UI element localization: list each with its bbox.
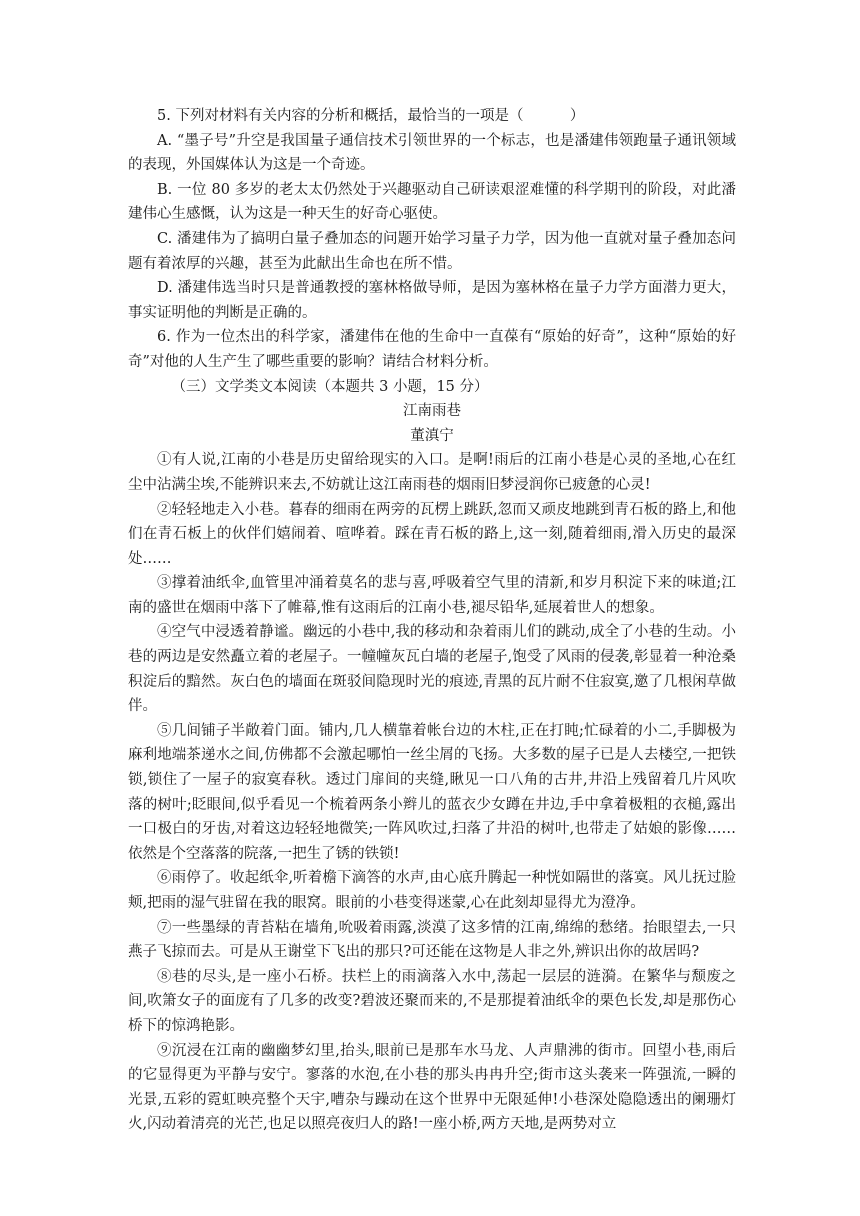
question-5-option-b: B. 一位 80 多岁的老太太仍然处于兴趣驱动自己研读艰涩难懂的科学期刊的阶段，对此潘建伟心生感慨，认为这是一种天生的好奇心驱使。: [128, 181, 736, 223]
article-paragraph-8: ⑧巷的尽头,是一座小石桥。扶栏上的雨滴落入水中,荡起一层层的涟漪。在繁华与颓废之间,吹箫女子的面庞有了几多的改变?碧波还聚而来的,不是那提着油纸伞的栗色长发,却是那伤心桥下的惊鸿艳影。: [128, 968, 736, 1034]
question-5-option-d: D. 潘建伟选当时只是普通教授的塞林格做导师，是因为塞林格在量子力学方面潜力更大，事实证明他的判断是正确的。: [128, 280, 736, 321]
article-paragraph-9: ⑨沉浸在江南的幽幽梦幻里,抬头,眼前已是那车水马龙、人声鼎沸的街市。回望小巷,雨后的它显得更为平静与安宁。寥落的水泡,在小巷的那头冉冉升空;街市这头袭来一阵强流,一瞬的光景,五彩的霓虹映亮整个天宇,嘈杂与躁动在这个世界中无限延伸!小巷深处隐隐透出的阑珊灯火,闪动着清亮的光芒,也足以照亮夜归人的路!一座小桥,两方天地,是两势对立: [128, 1042, 736, 1133]
article-paragraph-5: ⑤几间铺子半敞着门面。铺内,几人横靠着帐台边的木柱,正在打盹;忙碌着的小二,手脚极为麻利地端茶递水之间,仿佛都不会激起哪怕一丝尘屑的飞扬。大多数的屋子已是人去楼空,一把铁锁,锁住了一屋子的寂寞春秋。透过门扉间的夹缝,瞅见一口八角的古井,井沿上残留着几片风吹落的树叶;眨眼间,似乎看见一个梳着两条小辫儿的蓝衣少女蹲在井边,手中拿着极粗的衣槌,露出一口极白的牙齿,对着这边轻轻地微笑;一阵风吹过,扫落了井沿的树叶,也带走了姑娘的影像……依然是个空落落的院落,一把生了锈的铁锁!: [128, 722, 736, 862]
question-5-option-a: A. “墨子号”升空是我国量子通信技术引领世界的一个标志，也是潘建伟领跑量子通讯领域的表现，外国媒体认为这是一个奇迹。: [128, 132, 736, 174]
question-6: 6. 作为一位杰出的科学家，潘建伟在他的生命中一直葆有“原始的好奇”，这种“原始的好奇”对他的人生产生了哪些重要的影响？请结合材料分析。: [128, 329, 736, 370]
article-title: 江南雨巷: [403, 403, 461, 420]
article-paragraph-6: ⑥雨停了。收起纸伞,听着檐下滴答的水声,由心底升腾起一种恍如隔世的落寞。风儿抚过脸颊,把雨的湿气驻留在我的眼窝。眼前的小巷变得迷蒙,心在此刻却显得尤为澄净。: [128, 870, 736, 911]
article-paragraph-1: ①有人说,江南的小巷是历史留给现实的入口。是啊!雨后的江南小巷是心灵的圣地,心在红尘中沾满尘埃,不能辨识来去,不妨就让这江南雨巷的烟雨旧梦浸润你已疲惫的心灵!: [128, 452, 736, 493]
question-5-stem-end: ）: [569, 108, 585, 124]
article-paragraph-3: ③撑着油纸伞,血管里冲涌着莫名的悲与喜,呼吸着空气里的清新,和岁月积淀下来的味道;江南的盛世在烟雨中落下了帷幕,惟有这雨后的江南小巷,褪尽铅华,延展着世人的想象。: [128, 575, 736, 616]
article-paragraph-4: ④空气中浸透着静谧。幽远的小巷中,我的移动和杂着雨儿们的跳动,成全了小巷的生动。小巷的两边是安然矗立着的老屋子。一幢幢灰瓦白墙的老屋子,饱受了风雨的侵袭,彰显着一种沧桑积淀后的黯然。灰白色的墙面在斑驳间隐现时光的痕迹,青黑的瓦片耐不住寂寞,邀了几根闲草做伴。: [128, 624, 736, 715]
question-5-stem-text: 5. 下列对材料有关内容的分析和概括，最恰当的一项是（: [157, 108, 524, 124]
article-paragraph-7: ⑦一些墨绿的青苔粘在墙角,吮吸着雨露,淡漠了这多情的江南,绵绵的愁绪。抬眼望去,一只燕子飞掠而去。可是从王谢堂下飞出的那只?可还能在这物是人非之外,辨识出你的故居吗?: [128, 919, 736, 961]
question-5-stem: [128, 104, 736, 129]
article-author: 董滇宁: [410, 427, 454, 444]
article-paragraph-2: ②轻轻地走入小巷。暮春的细雨在两旁的瓦楞上跳跃,忽而又顽皮地跳到青石板的路上,和他们在青石板上的伙伴们嬉闹着、喧哗着。踩在青石板的路上,这一刻,随着细雨,滑入历史的最深处……: [128, 501, 736, 567]
section-heading: （三）文学类文本阅读（本题共 3 小题，15 分）: [171, 378, 489, 395]
question-5-option-c: C. 潘建伟为了搞明白量子叠加态的问题开始学习量子力学，因为他一直就对量子叠加态问题有着浓厚的兴趣，甚至为此献出生命也在所不惜。: [128, 230, 736, 272]
document-page: [128, 104, 736, 1137]
